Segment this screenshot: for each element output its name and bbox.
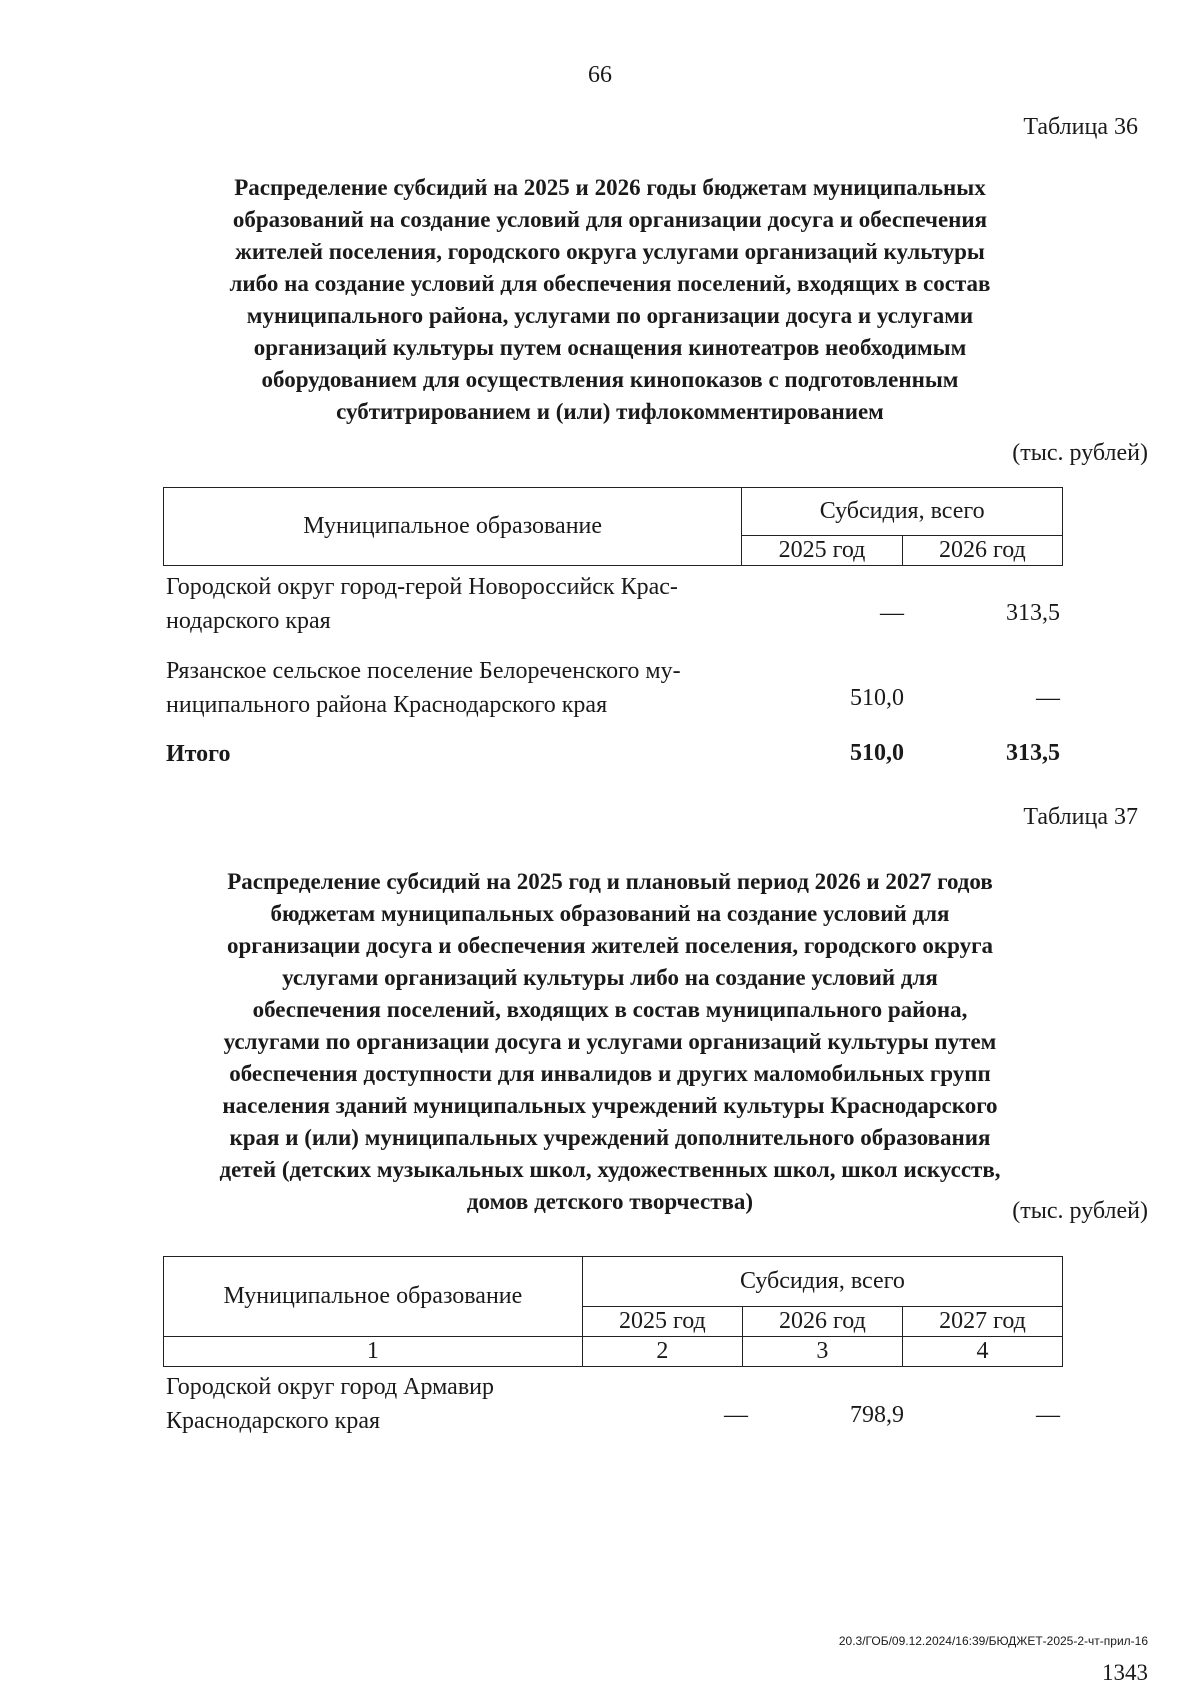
header-municipality: Муниципальное образование xyxy=(164,1257,583,1337)
table-36-row-2-2025: 510,0 xyxy=(850,685,904,711)
title-line: населения зданий муниципальных учреждений культуры Краснодарского xyxy=(222,1093,998,1118)
row-name-line: Городской округ город Армавир xyxy=(166,1374,494,1400)
table-36-total-2026: 313,5 xyxy=(1006,740,1060,766)
row-name-line: Рязанское сельское поселение Белореченского му- xyxy=(166,658,681,684)
title-line: Распределение субсидий на 2025 год и плановый период 2026 и 2027 годов xyxy=(227,869,993,894)
title-line: услугами по организации досуга и услугами организаций культуры путем xyxy=(223,1029,997,1054)
header-year-2027: 2027 год xyxy=(902,1307,1062,1337)
header-index-2: 2 xyxy=(582,1337,742,1367)
header-year-2025: 2025 год xyxy=(582,1307,742,1337)
table-36-header xyxy=(163,487,1063,566)
title-line: обеспечения поселений, входящих в состав муниципального района, xyxy=(252,997,968,1022)
table-37-title xyxy=(150,866,1070,1218)
title-line: муниципального района, услугами по организации досуга и услугами xyxy=(246,303,974,328)
row-name-line: Краснодарского края xyxy=(166,1408,381,1434)
header-subsidy-total: Субсидия, всего xyxy=(742,488,1063,536)
header-index-3: 3 xyxy=(742,1337,902,1367)
footer-page-number: 1343 xyxy=(1102,1660,1148,1685)
table-36-row-1-2025: — xyxy=(880,600,904,626)
table-37-header xyxy=(163,1256,1063,1367)
title-line: домов детского творчества) xyxy=(466,1189,754,1214)
table-36-row-2-2026: — xyxy=(1036,685,1060,711)
title-line: субтитрированием и (или) тифлокомментированием xyxy=(336,399,884,424)
header-index-4: 4 xyxy=(902,1337,1062,1367)
title-line: края и (или) муниципальных учреждений дополнительного образования xyxy=(229,1125,991,1150)
table-37-row-1-2026: 798,9 xyxy=(850,1402,904,1428)
row-name-line: нодарского края xyxy=(166,608,331,634)
title-line: Распределение субсидий на 2025 и 2026 годы бюджетам муниципальных xyxy=(234,175,986,200)
table-37-row-1-name xyxy=(166,1370,586,1438)
title-line: оборудованием для осуществления кинопоказов с подготовленным xyxy=(261,367,959,392)
header-subsidy-total: Субсидия, всего xyxy=(582,1257,1062,1307)
table-36-total-2025: 510,0 xyxy=(850,740,904,766)
table-37-row-1-2027: — xyxy=(1036,1402,1060,1428)
table-37-label: Таблица 37 xyxy=(1023,804,1138,830)
row-name-line: ниципального района Краснодарского края xyxy=(166,692,608,718)
title-line: детей (детских музыкальных школ, художественных школ, школ искусств, xyxy=(219,1157,1001,1182)
title-line: жителей поселения, городского округа услугами организаций культуры xyxy=(235,239,985,264)
table-36-unit: (тыс. рублей) xyxy=(1012,440,1148,466)
table-36-title xyxy=(150,172,1070,428)
table-36-label: Таблица 36 xyxy=(1023,114,1138,140)
table-36-total-label: Итого xyxy=(166,741,231,767)
table-36-row-1-name xyxy=(166,570,766,638)
header-year-2026: 2026 год xyxy=(902,536,1062,566)
title-line: организации досуга и обеспечения жителей поселения, городского округа xyxy=(226,933,994,958)
title-line: услугами организаций культуры либо на создание условий для xyxy=(282,965,938,990)
table-37-row-1-2025: — xyxy=(724,1402,748,1428)
header-year-2026: 2026 год xyxy=(742,1307,902,1337)
table-36-row-1-2026: 313,5 xyxy=(1006,600,1060,626)
page-number: 66 xyxy=(588,62,612,88)
row-name-line: Городской округ город-герой Новороссийск Крас- xyxy=(166,574,678,600)
header-year-2025: 2025 год xyxy=(742,536,902,566)
title-line: бюджетам муниципальных образований на создание условий для xyxy=(270,901,950,926)
header-municipality: Муниципальное образование xyxy=(164,488,742,566)
document-code: 20.3/ГОБ/09.12.2024/16:39/БЮДЖЕТ-2025-2-чт-прил-16 xyxy=(838,1634,1148,1648)
header-index-1: 1 xyxy=(164,1337,583,1367)
title-line: обеспечения доступности для инвалидов и других маломобильных групп xyxy=(229,1061,991,1086)
table-36-row-2-name xyxy=(166,654,766,722)
title-line: либо на создание условий для обеспечения поселений, входящих в состав xyxy=(229,271,991,296)
title-line: организаций культуры путем оснащения кинотеатров необходимым xyxy=(253,335,967,360)
table-37-unit: (тыс. рублей) xyxy=(1012,1198,1148,1224)
title-line: образований на создание условий для организации досуга и обеспечения xyxy=(232,207,988,232)
